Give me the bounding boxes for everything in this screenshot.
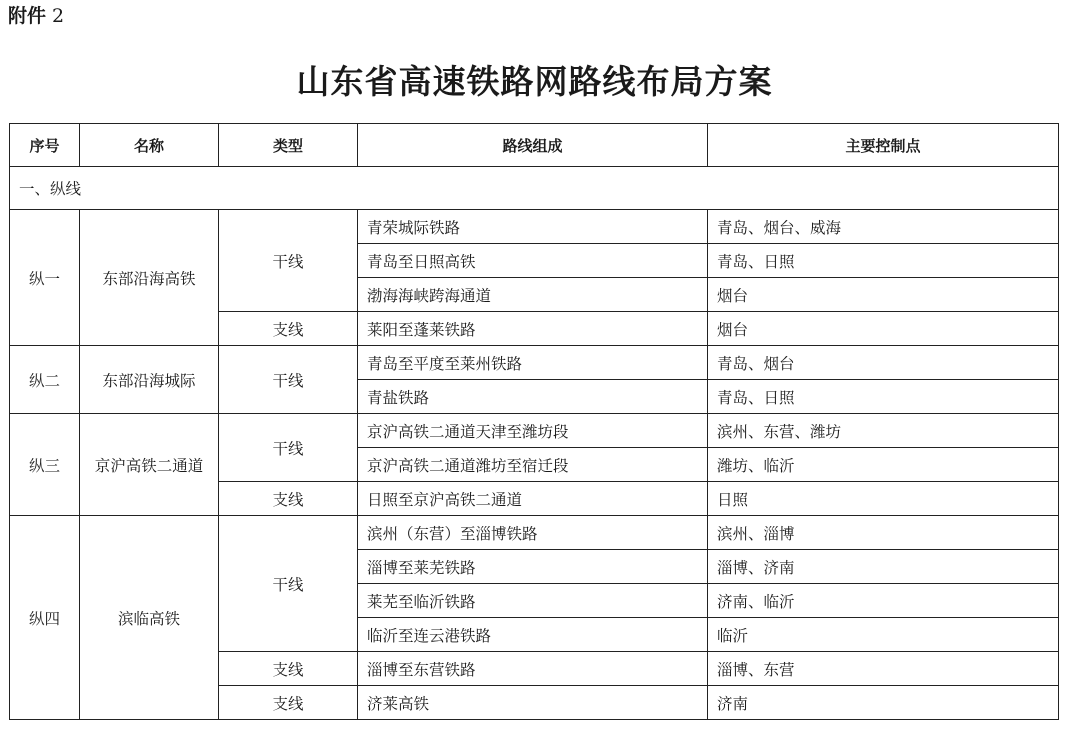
group-name: 滨临高铁 — [80, 516, 219, 720]
control-points: 青岛、日照 — [708, 244, 1059, 278]
control-points: 烟台 — [708, 278, 1059, 312]
route-name: 莱芜至临沂铁路 — [358, 584, 708, 618]
control-points: 滨州、淄博 — [708, 516, 1059, 550]
control-points: 日照 — [708, 482, 1059, 516]
group-name: 京沪高铁二通道 — [80, 414, 219, 516]
header-name: 名称 — [80, 124, 219, 167]
route-name: 青荣城际铁路 — [358, 210, 708, 244]
route-name: 临沂至连云港铁路 — [358, 618, 708, 652]
route-name: 莱阳至蓬莱铁路 — [358, 312, 708, 346]
table-header-row — [10, 124, 1059, 167]
route-name: 淄博至莱芜铁路 — [358, 550, 708, 584]
route-type: 干线 — [219, 516, 358, 652]
attachment-text: 附件 — [8, 5, 47, 27]
route-type: 支线 — [219, 686, 358, 720]
group-name: 东部沿海高铁 — [80, 210, 219, 346]
section-title: 一、纵线 — [10, 167, 1059, 210]
route-name: 青盐铁路 — [358, 380, 708, 414]
control-points: 济南、临沂 — [708, 584, 1059, 618]
document-title: 山东省高速铁路网路线布局方案 — [296, 62, 773, 101]
route-type: 支线 — [219, 312, 358, 346]
route-name: 京沪高铁二通道天津至潍坊段 — [358, 414, 708, 448]
route-type: 干线 — [219, 210, 358, 312]
header-type: 类型 — [219, 124, 358, 167]
control-points: 青岛、烟台 — [708, 346, 1059, 380]
route-type: 干线 — [219, 346, 358, 414]
route-type: 支线 — [219, 482, 358, 516]
control-points: 滨州、东营、潍坊 — [708, 414, 1059, 448]
route-name: 淄博至东营铁路 — [358, 652, 708, 686]
route-name: 京沪高铁二通道潍坊至宿迁段 — [358, 448, 708, 482]
control-points: 淄博、济南 — [708, 550, 1059, 584]
route-name: 渤海海峡跨海通道 — [358, 278, 708, 312]
control-points: 临沂 — [708, 618, 1059, 652]
route-type: 支线 — [219, 652, 358, 686]
route-name: 济莱高铁 — [358, 686, 708, 720]
group-id: 纵二 — [10, 346, 80, 414]
header-route: 路线组成 — [358, 124, 708, 167]
table-row — [10, 414, 1059, 448]
control-points: 济南 — [708, 686, 1059, 720]
control-points: 烟台 — [708, 312, 1059, 346]
route-name: 滨州（东营）至淄博铁路 — [358, 516, 708, 550]
attachment-label — [8, 4, 64, 28]
route-name: 青岛至日照高铁 — [358, 244, 708, 278]
header-control-points: 主要控制点 — [708, 124, 1059, 167]
group-id: 纵四 — [10, 516, 80, 720]
table-row — [10, 516, 1059, 550]
group-name: 东部沿海城际 — [80, 346, 219, 414]
control-points: 青岛、日照 — [708, 380, 1059, 414]
route-name: 青岛至平度至莱州铁路 — [358, 346, 708, 380]
route-name: 日照至京沪高铁二通道 — [358, 482, 708, 516]
attachment-number: 2 — [52, 5, 65, 27]
group-id: 纵一 — [10, 210, 80, 346]
table-row — [10, 210, 1059, 244]
control-points: 潍坊、临沂 — [708, 448, 1059, 482]
control-points: 青岛、烟台、威海 — [708, 210, 1059, 244]
section-row — [10, 167, 1059, 210]
route-plan-table — [9, 123, 1059, 720]
control-points: 淄博、东营 — [708, 652, 1059, 686]
header-seq: 序号 — [10, 124, 80, 167]
table-row — [10, 346, 1059, 380]
group-id: 纵三 — [10, 414, 80, 516]
route-type: 干线 — [219, 414, 358, 482]
